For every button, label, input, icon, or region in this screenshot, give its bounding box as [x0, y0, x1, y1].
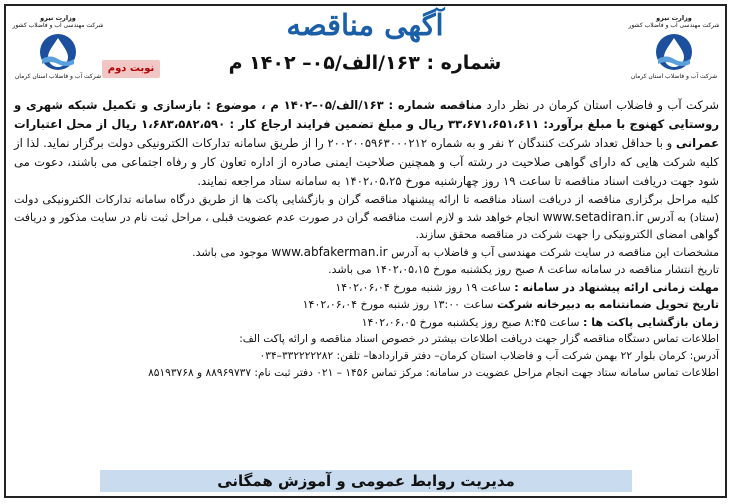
specs-text-1: مشخصات این مناقصه در سایت شرکت مهندسی آب و فاضلاب به آدرس — [387, 245, 719, 259]
ad-title: آگهی مناقصه — [286, 8, 444, 42]
intro-paragraph — [14, 96, 719, 191]
procedure-text-1: کلیه مراحل برگزاری مناقصه از دریافت اسناد مناقصه تا ارائه پیشنهاد مناقصه گران و بازگشایی پاکت ها از طریق درگاه سامانه تدارکات الکترونیکی دولت (ستاد) به آدرس — [14, 193, 719, 224]
logo-left-line2: شرکت مهندسی آب و فاضلاب کشور — [12, 22, 104, 29]
procedure-paragraph — [14, 191, 719, 244]
guarantee-value: ساعت ۱۳:۰۰ روز شنبه مورخ ۱۴۰۲،۰۶،۰۴ — [302, 298, 497, 311]
specs-text-2: موجود می باشد. — [192, 245, 272, 259]
intro-bold: مناقصه شماره : ۱۶۳/الف/۰۵–۱۴۰۲ م ، موضوع : بازسازی و تکمیل شبکه شهری و روستایی کهنوج با مبلغ برآورد: ۳۳،۶۷۱،۶۵۱،۶۱۱ ریال و مبلغ تضمین فرایند ارجاع کار : ۱،۶۸۳،۵۸۲،۵۹۰ ریال از محل اعتبارات عمرانی — [14, 98, 719, 150]
logo-left — [12, 14, 104, 94]
specs-paragraph — [14, 244, 719, 262]
deadline-label: مهلت زمانی ارائه پیشنهاد در سامانه : — [514, 280, 719, 294]
guarantee-label: تاریخ تحویل ضمانتنامه به دبیرخانه شرکت — [496, 298, 719, 311]
logo-right-line3: شرکت آب و فاضلاب استان کرمان — [630, 73, 718, 80]
opening-label: زمان بازگشایی پاکت ها : — [582, 315, 719, 329]
setad-link[interactable]: www.setadiran.ir — [542, 209, 644, 224]
water-drop-logo-icon — [652, 32, 696, 72]
procedure-text-2: انجام خواهد شد و لازم است مناقصه گران در صورت عدم عضویت قبلی ، مراحل ثبت نام در سایت مذکور و دریافت گواهی امضای الکترونیکی را جهت شرکت در مناقصه محقق سازند. — [14, 210, 719, 241]
opening-line — [14, 314, 719, 332]
logo-right — [628, 14, 720, 94]
water-drop-logo-icon — [36, 32, 80, 72]
ad-body — [14, 96, 719, 382]
opening-value: ساعت ۸:۴۵ صبح روز یکشنبه مورخ ۱۴۰۲،۰۶،۰۵ — [361, 315, 583, 329]
round-badge: نوبت دوم — [102, 60, 160, 78]
logo-left-line1: وزارت نیرو — [40, 14, 76, 22]
footer-banner: مدیریت روابط عمومی و آموزش همگانی — [100, 470, 632, 492]
tender-number: شماره : ۱۶۳/الف/۰۵– ۱۴۰۲ م — [228, 52, 502, 74]
logo-right-line1: وزارت نیرو — [656, 14, 692, 22]
abfa-link[interactable]: www.abfakerman.ir — [271, 244, 388, 259]
publish-date: تاریخ انتشار مناقصه در سامانه ساعت ۸ صبح روز یکشنبه مورخ ۱۴۰۲،۰۵،۱۵ می باشد. — [328, 263, 719, 276]
intro-start: شرکت آب و فاضلاب استان کرمان در نظر دارد — [482, 98, 719, 112]
logo-right-line2: شرکت مهندسی آب و فاضلاب کشور — [628, 22, 720, 29]
deadline-value: ساعت ۱۹ روز شنبه مورخ ۱۴۰۲،۰۶،۰۴ — [335, 280, 515, 294]
deadline-line — [14, 279, 719, 297]
guarantee-line — [14, 296, 719, 314]
contact-intro: اطلاعات تماس دستگاه مناقصه گزار جهت دریافت اطلاعات بیشتر در خصوص اسناد مناقصه و ارائه پاکت الف: — [239, 333, 719, 345]
intro-end: و با حداقل تعداد شرکت کنندگان ۲ نفر و به شماره ۲۰۰۲۰۰۵۹۶۳۰۰۰۲۱۲ را از طریق سامانه تدارکات الکترونیکی دولت برگزار نماید. لذا از کلیه شرکت هایی که دارای گواهی صلاحیت در رشته آب و همچنین صلاحیت ایمنی صادره از اداره تعاون کار و رفاه اجتماعی می باشند، دعوت می شود جهت دریافت اسناد مناقصه تا ساعت ۱۹ روز چهارشنبه مورخ ۱۴۰۲،۰۵،۲۵ به سامانه ستاد مراجعه نمایند. — [14, 136, 719, 188]
logo-left-line3: شرکت آب و فاضلاب استان کرمان — [14, 73, 102, 80]
contact-address: آدرس: کرمان بلوار ۲۲ بهمن شرکت آب و فاضلاب استان کرمان– دفتر قراردادها– تلفن: ۳۳۲۲۲۲۲۸۲–۰۳۴ — [259, 350, 719, 362]
contact-setad: اطلاعات تماس سامانه ستاد جهت انجام مراحل عضویت در سامانه: مرکز تماس ۱۴۵۶ – ۰۲۱ دفتر ثبت نام: ۸۸۹۶۹۷۳۷ و ۸۵۱۹۳۷۶۸ — [148, 367, 719, 379]
